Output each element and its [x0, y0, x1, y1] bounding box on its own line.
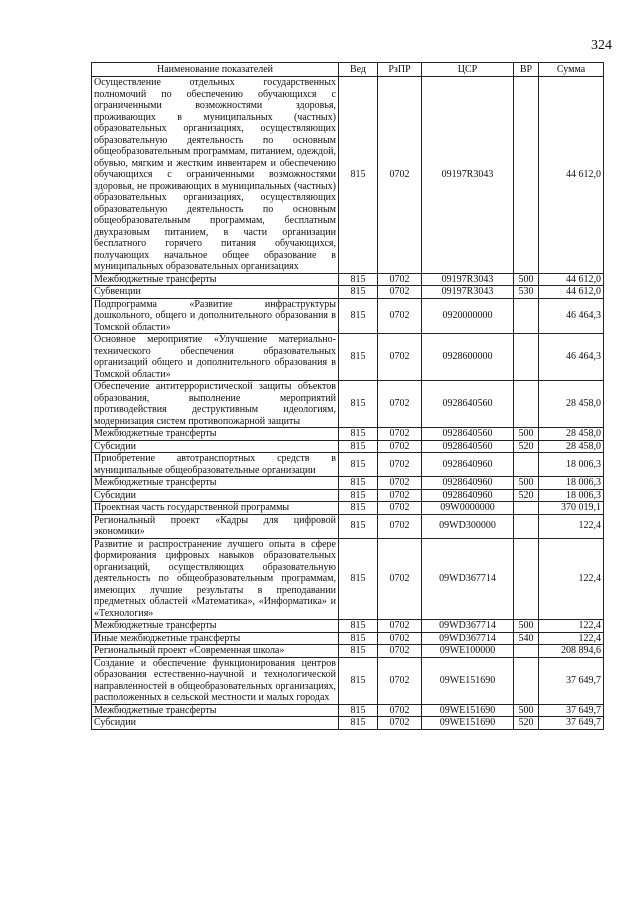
header-rzpr: РзПР	[378, 63, 422, 77]
cell-vr: 520	[514, 489, 539, 502]
table-row	[92, 502, 604, 515]
cell-sum: 37 649,7	[539, 657, 604, 704]
cell-vr: 500	[514, 273, 539, 286]
cell-csr: 09197R3043	[422, 77, 514, 274]
cell-vr: 520	[514, 440, 539, 453]
table-row	[92, 273, 604, 286]
table-row	[92, 453, 604, 477]
cell-rzpr: 0702	[378, 453, 422, 477]
cell-ved: 815	[339, 704, 378, 717]
cell-ved: 815	[339, 657, 378, 704]
cell-name: Приобретение автотранспортных средств в муниципальные общеобразовательные организации	[92, 453, 339, 477]
cell-rzpr: 0702	[378, 538, 422, 620]
cell-csr: 09WE100000	[422, 645, 514, 658]
cell-ved: 815	[339, 440, 378, 453]
table-row	[92, 428, 604, 441]
cell-csr: 09WE151690	[422, 717, 514, 730]
cell-vr: 500	[514, 620, 539, 633]
cell-rzpr: 0702	[378, 428, 422, 441]
budget-table	[91, 62, 604, 730]
cell-csr: 0920000000	[422, 298, 514, 334]
cell-ved: 815	[339, 453, 378, 477]
table-row	[92, 489, 604, 502]
cell-vr	[514, 538, 539, 620]
cell-sum: 46 464,3	[539, 334, 604, 381]
cell-csr: 09WD367714	[422, 620, 514, 633]
cell-vr: 500	[514, 428, 539, 441]
cell-ved: 815	[339, 502, 378, 515]
cell-vr	[514, 453, 539, 477]
table-row	[92, 657, 604, 704]
cell-ved: 815	[339, 717, 378, 730]
cell-csr: 09WD300000	[422, 514, 514, 538]
cell-sum: 370 019,1	[539, 502, 604, 515]
table-row	[92, 632, 604, 645]
cell-vr	[514, 502, 539, 515]
table-row	[92, 381, 604, 428]
cell-rzpr: 0702	[378, 502, 422, 515]
cell-sum: 18 006,3	[539, 453, 604, 477]
cell-ved: 815	[339, 298, 378, 334]
cell-vr: 520	[514, 717, 539, 730]
cell-sum: 37 649,7	[539, 704, 604, 717]
cell-vr	[514, 298, 539, 334]
cell-csr: 09W0000000	[422, 502, 514, 515]
cell-sum: 28 458,0	[539, 381, 604, 428]
cell-sum: 46 464,3	[539, 298, 604, 334]
cell-rzpr: 0702	[378, 440, 422, 453]
table-row	[92, 286, 604, 299]
cell-name: Региональный проект «Современная школа»	[92, 645, 339, 658]
table-row	[92, 77, 604, 274]
cell-sum: 122,4	[539, 514, 604, 538]
cell-sum: 37 649,7	[539, 717, 604, 730]
cell-rzpr: 0702	[378, 334, 422, 381]
cell-sum: 44 612,0	[539, 77, 604, 274]
table-row	[92, 620, 604, 633]
cell-csr: 09WD367714	[422, 538, 514, 620]
cell-csr: 0928640960	[422, 489, 514, 502]
cell-ved: 815	[339, 477, 378, 490]
cell-ved: 815	[339, 381, 378, 428]
cell-csr: 0928640960	[422, 453, 514, 477]
cell-name: Межбюджетные трансферты	[92, 620, 339, 633]
cell-sum: 18 006,3	[539, 477, 604, 490]
cell-name: Межбюджетные трансферты	[92, 273, 339, 286]
cell-vr: 540	[514, 632, 539, 645]
header-sum: Сумма	[539, 63, 604, 77]
cell-name: Субсидии	[92, 717, 339, 730]
cell-sum: 28 458,0	[539, 440, 604, 453]
cell-name: Обеспечение антитеррористической защиты объектов образования, выполнение мероприятий противодействия деструктивным идеологиям, модернизация систем противопожарной защиты	[92, 381, 339, 428]
cell-csr: 0928640560	[422, 440, 514, 453]
table-row	[92, 704, 604, 717]
table-row	[92, 514, 604, 538]
header-ved: Вед	[339, 63, 378, 77]
cell-vr	[514, 645, 539, 658]
cell-name: Субсидии	[92, 489, 339, 502]
cell-rzpr: 0702	[378, 632, 422, 645]
cell-sum: 208 894,6	[539, 645, 604, 658]
cell-name: Межбюджетные трансферты	[92, 428, 339, 441]
cell-csr: 09197R3043	[422, 286, 514, 299]
table-body	[92, 77, 604, 730]
cell-ved: 815	[339, 334, 378, 381]
cell-rzpr: 0702	[378, 273, 422, 286]
cell-ved: 815	[339, 620, 378, 633]
header-name: Наименование показателей	[92, 63, 339, 77]
cell-name: Развитие и распространение лучшего опыта в сфере формирования цифровых навыков образовательных организаций, осуществляющих образовательную деятельность по общеобразовательным программам, имеющих лучшие результаты в преподавании предметных областей «Математика», «Информатика» и «Технология»	[92, 538, 339, 620]
cell-vr	[514, 657, 539, 704]
cell-vr: 530	[514, 286, 539, 299]
cell-ved: 815	[339, 273, 378, 286]
table-row	[92, 334, 604, 381]
table-row	[92, 298, 604, 334]
cell-ved: 815	[339, 77, 378, 274]
cell-name: Региональный проект «Кадры для цифровой экономики»	[92, 514, 339, 538]
page-number: 324	[591, 38, 612, 53]
cell-name: Межбюджетные трансферты	[92, 477, 339, 490]
cell-name: Создание и обеспечение функционирования центров образования естественно-научной и технологической направленностей в общеобразовательных организациях, расположенных в сельской местности и малых городах	[92, 657, 339, 704]
table-row	[92, 645, 604, 658]
table-row	[92, 440, 604, 453]
cell-rzpr: 0702	[378, 489, 422, 502]
cell-rzpr: 0702	[378, 645, 422, 658]
cell-name: Проектная часть государственной программы	[92, 502, 339, 515]
cell-csr: 0928640960	[422, 477, 514, 490]
cell-name: Межбюджетные трансферты	[92, 704, 339, 717]
cell-ved: 815	[339, 286, 378, 299]
table-row	[92, 717, 604, 730]
cell-name: Подпрограмма «Развитие инфраструктуры дошкольного, общего и дополнительного образования в Томской области»	[92, 298, 339, 334]
cell-vr	[514, 514, 539, 538]
cell-sum: 122,4	[539, 538, 604, 620]
cell-rzpr: 0702	[378, 717, 422, 730]
cell-name: Субвенции	[92, 286, 339, 299]
cell-ved: 815	[339, 645, 378, 658]
cell-vr	[514, 334, 539, 381]
table-header	[92, 63, 604, 77]
header-csr: ЦСР	[422, 63, 514, 77]
cell-sum: 122,4	[539, 632, 604, 645]
cell-rzpr: 0702	[378, 514, 422, 538]
header-row	[92, 63, 604, 77]
cell-csr: 0928640560	[422, 428, 514, 441]
cell-name: Основное мероприятие «Улучшение материально-технического обеспечения образовательных организаций общего и дополнительного образования в Томской области»	[92, 334, 339, 381]
cell-rzpr: 0702	[378, 298, 422, 334]
cell-csr: 0928600000	[422, 334, 514, 381]
cell-rzpr: 0702	[378, 620, 422, 633]
cell-sum: 44 612,0	[539, 273, 604, 286]
cell-sum: 44 612,0	[539, 286, 604, 299]
cell-name: Осуществление отдельных государственных полномочий по обеспечению обучающихся с ограниченными возможностями здоровья, проживающих в муниципальных (частных) образовательных организациях, осуществляющих образовательную деятельность по основным общеобразовательным программам, питанием, одеждой, обувью, мягким и жестким инвентарем и обеспечению обучающихся с ограниченными возможностями здоровья, не проживающих в муниципальных (частных) образовательных организациях, осуществляющих образовательную деятельность по основным общеобразовательным программам, бесплатным двухразовым питанием, в части организации бесплатного горячего питания обучающихся, получающих начальное общее образование в муниципальных образовательных организациях	[92, 77, 339, 274]
header-vr: ВР	[514, 63, 539, 77]
cell-rzpr: 0702	[378, 286, 422, 299]
cell-vr: 500	[514, 477, 539, 490]
cell-csr: 09197R3043	[422, 273, 514, 286]
cell-ved: 815	[339, 489, 378, 502]
cell-sum: 122,4	[539, 620, 604, 633]
cell-rzpr: 0702	[378, 77, 422, 274]
cell-ved: 815	[339, 428, 378, 441]
cell-rzpr: 0702	[378, 657, 422, 704]
cell-vr: 500	[514, 704, 539, 717]
cell-rzpr: 0702	[378, 477, 422, 490]
cell-ved: 815	[339, 514, 378, 538]
cell-sum: 28 458,0	[539, 428, 604, 441]
cell-name: Иные межбюджетные трансферты	[92, 632, 339, 645]
cell-rzpr: 0702	[378, 704, 422, 717]
cell-vr	[514, 77, 539, 274]
cell-csr: 09WD367714	[422, 632, 514, 645]
cell-vr	[514, 381, 539, 428]
cell-csr: 09WE151690	[422, 704, 514, 717]
cell-csr: 0928640560	[422, 381, 514, 428]
cell-rzpr: 0702	[378, 381, 422, 428]
table-row	[92, 538, 604, 620]
cell-csr: 09WE151690	[422, 657, 514, 704]
cell-ved: 815	[339, 538, 378, 620]
cell-ved: 815	[339, 632, 378, 645]
table-row	[92, 477, 604, 490]
cell-name: Субсидии	[92, 440, 339, 453]
cell-sum: 18 006,3	[539, 489, 604, 502]
